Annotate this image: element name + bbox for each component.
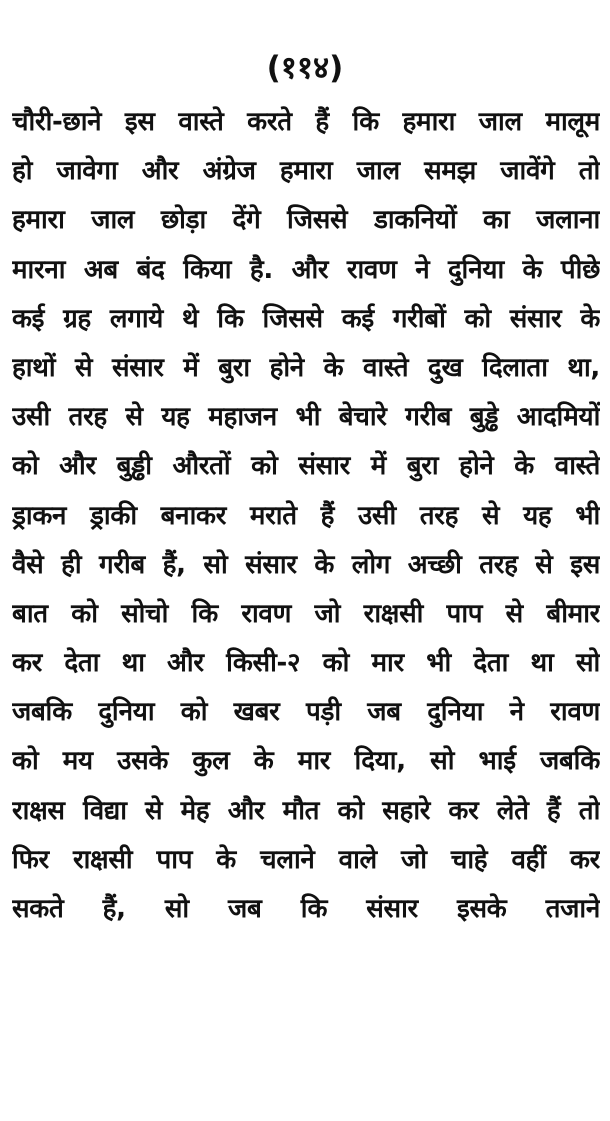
text-line: फिर राक्षसी पाप के चलाने वाले जो चाहे वहीं कर (12, 844, 600, 875)
text-line: वैसे ही गरीब हैं, सो संसार के लोग अच्छी तरह से इस (12, 549, 600, 580)
body-text (12, 98, 600, 934)
text-line: ड्राकन ड्राकी बनाकर मराते हैं उसी तरह से यह भी (12, 500, 600, 531)
text-line: सकते हैं, सो जब कि संसार इसके तजाने (12, 894, 600, 924)
text-line: चौरी-छाने इस वास्ते करते हैं कि हमारा जाल मालूम (12, 107, 600, 137)
text-line: कर देता था और किसी-२ को मार भी देता था सो (12, 648, 600, 679)
text-line: हो जावेगा और अंग्रेज हमारा जाल समझ जावेंगे तो (12, 156, 600, 187)
text-line: कई ग्रह लगाये थे कि जिससे कई गरीबों को संसार के (12, 303, 600, 334)
text-line: हाथों से संसार में बुरा होने के वास्ते दुख दिलाता था, (12, 352, 600, 383)
text-line: जबकि दुनिया को खबर पड़ी जब दुनिया ने रावण (12, 697, 600, 728)
text-line: मारना अब बंद किया है. और रावण ने दुनिया के पीछे (12, 254, 600, 285)
text-line: उसी तरह से यह महाजन भी बेचारे गरीब बुड्ढे आदमियों (12, 402, 600, 433)
text-line: को और बुड्ढी औरतों को संसार में बुरा होने के वास्ते (12, 451, 600, 482)
page-number: (११४) (266, 50, 344, 86)
text-line: को मय उसके कुल के मार दिया, सो भाई जबकि (12, 746, 600, 777)
text-line: हमारा जाल छोड़ा देंगे जिससे डाकनियों का जलाना (12, 205, 600, 236)
text-line: राक्षस विद्या से मेह और मौत को सहारे कर लेते हैं तो (12, 795, 600, 826)
text-line: बात को सोचो कि रावण जो राक्षसी पाप से बीमार (12, 598, 600, 629)
